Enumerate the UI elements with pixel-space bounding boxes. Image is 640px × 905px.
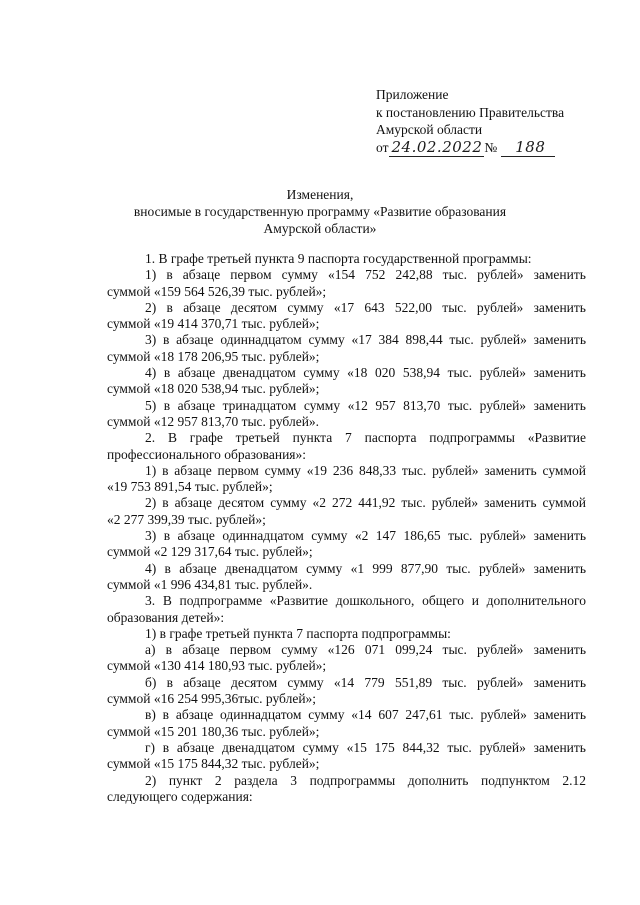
document-title	[0, 186, 640, 237]
paragraph-first-line: 2) пункт 2 раздела 3 подпрограммы дополнить подпунктом 2.12	[145, 772, 587, 788]
paragraph	[107, 365, 586, 398]
paragraph	[107, 528, 586, 561]
title-line-3: Амурской области»	[263, 221, 377, 236]
paragraph-continuation: суммой «15 175 844,32 тыс. рублей»;	[107, 756, 320, 772]
paragraph-continuation: профессионального образования»:	[107, 446, 306, 462]
paragraph-continuation: суммой «18 020 538,94 тыс. рублей»;	[107, 381, 320, 397]
paragraph-continuation: следующего содержания:	[107, 788, 253, 804]
paragraph-continuation: суммой «1 996 434,81 тыс. рублей».	[107, 576, 313, 592]
paragraph-continuation: суммой «16 254 995,36тыс. рублей»;	[107, 691, 317, 707]
paragraph-first-line: 1. В графе третьей пункта 9 паспорта государственной программы:	[145, 251, 532, 266]
paragraph-first-line: б) в абзаце десятом сумму «14 779 551,89 тыс. рублей» заменить	[145, 674, 586, 690]
paragraph-continuation: суммой «19 414 370,71 тыс. рублей»;	[107, 316, 320, 332]
date-prefix: от	[376, 139, 389, 155]
paragraph-first-line: 1) в графе третьей пункта 7 паспорта подпрограммы:	[145, 625, 451, 641]
handwritten-number: 188	[501, 138, 555, 157]
appendix-block	[376, 86, 564, 156]
paragraph	[107, 740, 586, 773]
paragraph	[107, 430, 586, 463]
paragraph-first-line: в) в абзаце одиннадцатом сумму «14 607 247,61 тыс. рублей» заменить	[145, 707, 587, 723]
paragraph-first-line: 4) в абзаце двенадцатом сумму «18 020 538,94 тыс. рублей» заменить	[145, 365, 586, 381]
paragraph-first-line: 4) в абзаце двенадцатом сумму «1 999 877,90 тыс. рублей» заменить	[145, 560, 587, 576]
number-sign: №	[484, 139, 498, 155]
paragraph	[107, 561, 586, 594]
paragraph	[107, 626, 586, 642]
paragraph-first-line: 2) в абзаце десятом сумму «2 272 441,92 тыс. рублей» заменить суммой	[145, 495, 586, 511]
paragraph-first-line: 2) в абзаце десятом сумму «17 643 522,00 тыс. рублей» заменить	[145, 299, 586, 315]
paragraph-continuation: суммой «159 564 526,39 тыс. рублей»;	[107, 283, 327, 299]
paragraph-continuation: суммой «2 129 317,64 тыс. рублей»;	[107, 544, 313, 560]
appendix-region-line: Амурской области	[376, 122, 483, 137]
paragraph-first-line: 3. В подпрограмме «Развитие дошкольного, общего и дополнительного	[145, 593, 586, 609]
appendix-resolution-line: к постановлению Правительства	[376, 104, 565, 120]
paragraph	[107, 707, 586, 740]
paragraph-continuation: суммой «15 201 180,36 тыс. рублей»;	[107, 723, 320, 739]
paragraph-first-line: г) в абзаце двенадцатом сумму «15 175 844,32 тыс. рублей» заменить	[145, 739, 586, 755]
paragraph-continuation: суммой «12 957 813,70 тыс. рублей».	[107, 413, 320, 429]
paragraph-continuation: суммой «18 178 206,95 тыс. рублей»;	[107, 348, 320, 364]
paragraph-first-line: 5) в абзаце тринадцатом сумму «12 957 813,70 тыс. рублей» заменить	[145, 397, 586, 413]
paragraph	[107, 675, 586, 708]
title-line-1: Изменения,	[286, 187, 354, 202]
paragraph-first-line: 3) в абзаце одиннадцатом сумму «17 384 898,44 тыс. рублей» заменить	[145, 332, 586, 348]
paragraph	[107, 773, 586, 806]
handwritten-date: 24.02.2022	[391, 137, 483, 156]
paragraph	[107, 642, 586, 675]
paragraph	[107, 495, 586, 528]
paragraph	[107, 463, 586, 496]
paragraph-continuation: суммой «130 414 180,93 тыс. рублей»;	[107, 658, 327, 674]
paragraph	[107, 332, 586, 365]
paragraph-first-line: 1) в абзаце первом сумму «154 752 242,88 тыс. рублей» заменить	[145, 267, 586, 283]
paragraph	[107, 251, 586, 267]
paragraph	[107, 300, 586, 333]
paragraph	[107, 398, 586, 431]
paragraph-first-line: 3) в абзаце одиннадцатом сумму «2 147 186,65 тыс. рублей» заменить	[145, 528, 587, 544]
paragraph-continuation: образования детей»:	[107, 609, 225, 625]
paragraph-first-line: 2. В графе третьей пункта 7 паспорта подпрограммы «Развитие	[145, 430, 587, 446]
title-line-2: вносимые в государственную программу «Развитие образования	[133, 204, 507, 219]
paragraph	[107, 593, 586, 626]
appendix-title: Приложение	[376, 87, 449, 102]
paragraph-continuation: «19 753 891,54 тыс. рублей»;	[107, 479, 273, 495]
paragraph	[107, 267, 586, 300]
paragraph-first-line: а) в абзаце первом сумму «126 071 099,24 тыс. рублей» заменить	[145, 642, 586, 658]
appendix-date-line	[376, 139, 564, 157]
document-body	[107, 251, 586, 805]
paragraph-continuation: «2 277 399,39 тыс. рублей»;	[107, 511, 266, 527]
paragraph-first-line: 1) в абзаце первом сумму «19 236 848,33 тыс. рублей» заменить суммой	[145, 462, 586, 478]
